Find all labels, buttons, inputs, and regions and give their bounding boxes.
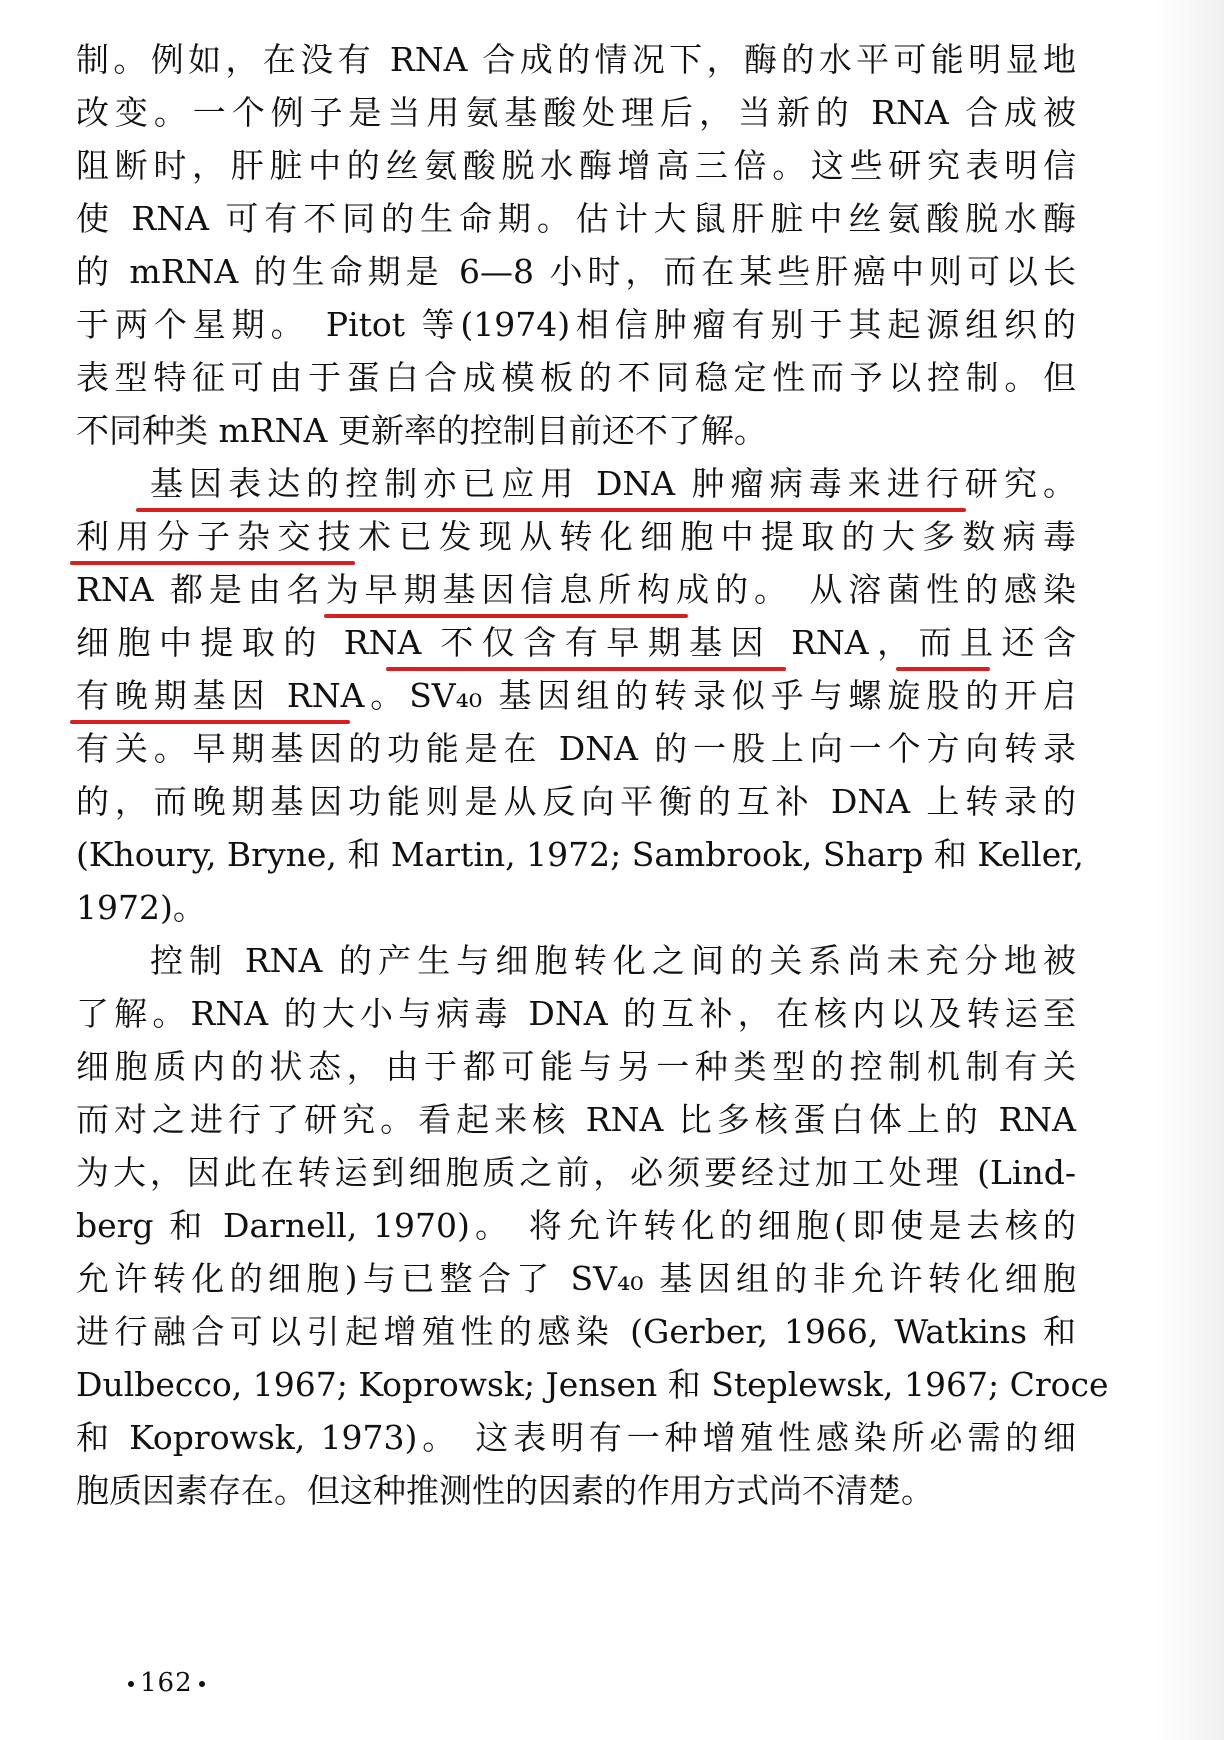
red-underline: [136, 508, 966, 512]
text-line: 的 mRNA 的生命期是 6—8 小时，而在某些肝癌中则可以长: [76, 252, 1076, 291]
page-number-value: 162: [140, 1668, 193, 1698]
text-line: 1972)。: [76, 888, 206, 927]
text-line: 胞质因素存在。但这种推测性的因素的作用方式尚不清楚。: [76, 1471, 934, 1510]
red-underline: [324, 614, 688, 618]
text-line: 为大，因此在转运到细胞质之前，必须要经过加工处理 (Lind-: [76, 1153, 1076, 1192]
text-line: 细胞质内的状态，由于都可能与另一种类型的控制机制有关: [76, 1047, 1076, 1086]
text-line: 使 RNA 可有不同的生命期。估计大鼠肝脏中丝氨酸脱水酶: [76, 199, 1076, 238]
text-line: 有晚期基因 RNA。SV₄₀ 基因组的转录似乎与螺旋股的开启: [76, 676, 1076, 715]
text-line: 的，而晚期基因功能则是从反向平衡的互补 DNA 上转录的: [76, 782, 1076, 821]
text-line: 利用分子杂交技术已发现从转化细胞中提取的大多数病毒: [76, 517, 1076, 556]
page-edge-shadow: [1154, 0, 1224, 1740]
text-line: 和 Koprowsk, 1973)。 这表明有一种增殖性感染所必需的细: [76, 1418, 1076, 1457]
text-line: 控制 RNA 的产生与细胞转化之间的关系尚未充分地被: [150, 941, 1076, 980]
text-line: 细胞中提取的 RNA 不仅含有早期基因 RNA，而且还含: [76, 623, 1076, 662]
text-line: Dulbecco, 1967; Koprowsk; Jensen 和 Steplewsk, 1967; Croce: [76, 1365, 1109, 1404]
text-line: 于两个星期。 Pitot 等(1974)相信肿瘤有别于其起源组织的: [76, 305, 1076, 344]
red-underline: [386, 667, 786, 671]
text-line: 了解。RNA 的大小与病毒 DNA 的互补，在核内以及转运至: [76, 994, 1076, 1033]
red-underline: [70, 561, 355, 565]
text-line: 进行融合可以引起增殖性的感染 (Gerber, 1966, Watkins 和: [76, 1312, 1076, 1351]
text-line: 基因表达的控制亦已应用 DNA 肿瘤病毒来进行研究。: [150, 464, 1076, 503]
red-underline: [70, 720, 350, 724]
text-line: (Khoury, Bryne, 和 Martin, 1972; Sambrook, Sharp 和 Keller,: [76, 835, 1084, 874]
text-line: 阻断时，肝脏中的丝氨酸脱水酶增高三倍。这些研究表明信: [76, 146, 1076, 185]
text-line: 改变。一个例子是当用氨基酸处理后，当新的 RNA 合成被: [76, 93, 1076, 132]
bullet-dot-icon: [199, 1681, 205, 1687]
text-line: 有关。早期基因的功能是在 DNA 的一股上向一个方向转录: [76, 729, 1076, 768]
text-line: RNA 都是由名为早期基因信息所构成的。 从溶菌性的感染: [76, 570, 1076, 609]
text-line: 表型特征可由于蛋白合成模板的不同稳定性而予以控制。但: [76, 358, 1076, 397]
text-line: 而对之进行了研究。看起来核 RNA 比多核蛋白体上的 RNA: [76, 1100, 1076, 1139]
page-number: [122, 1668, 211, 1698]
bullet-dot-icon: [128, 1681, 134, 1687]
text-line: 不同种类 mRNA 更新率的控制目前还不了解。: [76, 411, 767, 450]
red-underline: [896, 667, 990, 671]
text-line: 允许转化的细胞)与已整合了 SV₄₀ 基因组的非允许转化细胞: [76, 1259, 1076, 1298]
text-line: 制。例如，在没有 RNA 合成的情况下，酶的水平可能明显地: [76, 40, 1076, 79]
text-line: berg 和 Darnell, 1970)。 将允许转化的细胞(即使是去核的: [76, 1206, 1076, 1245]
